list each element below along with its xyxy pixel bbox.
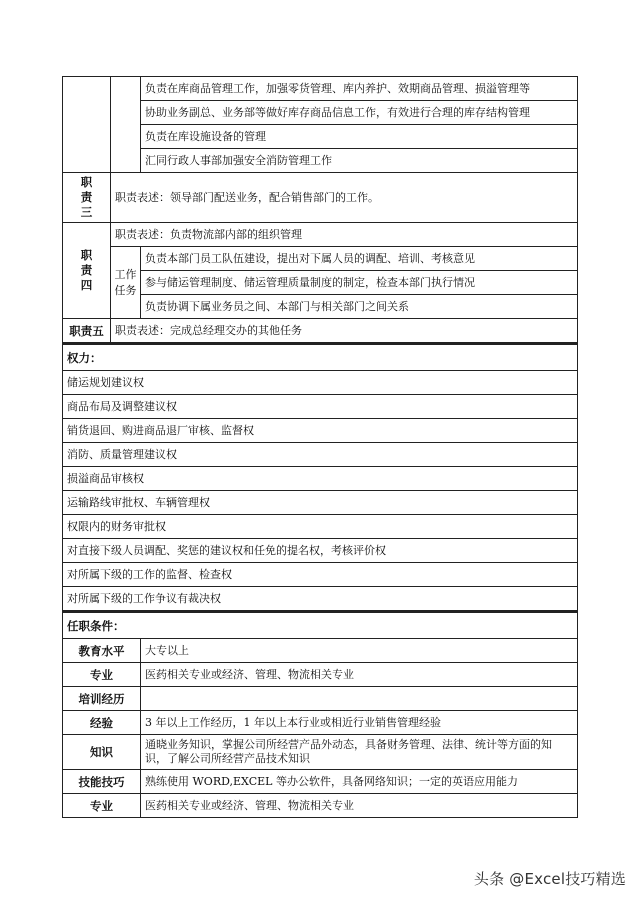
power-item: 商品布局及调整建议权 bbox=[63, 395, 578, 419]
qual-value: 医药相关专业或经济、管理、物流相关专业 bbox=[141, 794, 578, 818]
qualifications-table bbox=[62, 611, 578, 818]
qual-label: 教育水平 bbox=[63, 639, 141, 663]
qual-label: 专业 bbox=[63, 663, 141, 687]
power-item: 储运规划建议权 bbox=[63, 371, 578, 395]
power-item: 损溢商品审核权 bbox=[63, 467, 578, 491]
power-item: 消防、质量管理建议权 bbox=[63, 443, 578, 467]
task-row: 参与储运管理制度、储运管理质量制度的制定，检查本部门执行情况 bbox=[141, 271, 578, 295]
qual-value: 3 年以上工作经历，1 年以上本行业或相近行业销售管理经验 bbox=[141, 711, 578, 735]
watermark-text: 头条 @Excel技巧精选 bbox=[473, 870, 626, 888]
qual-label: 专业 bbox=[63, 794, 141, 818]
duties-table bbox=[62, 76, 578, 343]
qual-value: 医药相关专业或经济、管理、物流相关专业 bbox=[141, 663, 578, 687]
power-item: 对所属下级的工作的监督、检查权 bbox=[63, 563, 578, 587]
qual-label: 培训经历 bbox=[63, 687, 141, 711]
duty-row: 负责在库设施设备的管理 bbox=[141, 125, 578, 149]
blank-task-cell bbox=[111, 77, 141, 173]
job-description-sheet bbox=[62, 76, 578, 818]
duty4-label: 职责四 bbox=[63, 223, 111, 319]
duty-row: 汇同行政人事部加强安全消防管理工作 bbox=[141, 149, 578, 173]
qual-value: 通晓业务知识，掌握公司所经营产品外动态，具备财务管理、法律、统计等方面的知识，了解公司所经营产品技术知识 bbox=[141, 735, 578, 770]
power-item: 运输路线审批权、车辆管理权 bbox=[63, 491, 578, 515]
duty-row: 负责在库商品管理工作，加强零货管理、库内养护、效期商品管理、损溢管理等 bbox=[141, 77, 578, 101]
qual-label: 知识 bbox=[63, 735, 141, 770]
qual-value bbox=[141, 687, 578, 711]
duty-row: 协助业务副总、业务部等做好库存商品信息工作，有效进行合理的库存结构管理 bbox=[141, 101, 578, 125]
duty3-label: 职责三 bbox=[63, 173, 111, 223]
qual-label: 经验 bbox=[63, 711, 141, 735]
power-item: 权限内的财务审批权 bbox=[63, 515, 578, 539]
task-row: 负责协调下属业务员之间、本部门与相关部门之间关系 bbox=[141, 295, 578, 319]
duty3-text: 职责表述：领导部门配送业务，配合销售部门的工作。 bbox=[111, 173, 578, 223]
powers-title: 权力： bbox=[63, 344, 578, 371]
blank-label-cell bbox=[63, 77, 111, 173]
qual-value: 熟练使用 WORD,EXCEL 等办公软件，具备网络知识；一定的英语应用能力 bbox=[141, 770, 578, 794]
qual-value: 大专以上 bbox=[141, 639, 578, 663]
duty5-label: 职责五 bbox=[63, 319, 111, 343]
task-row: 负责本部门员工队伍建设，提出对下属人员的调配、培训、考核意见 bbox=[141, 247, 578, 271]
power-item: 对所属下级的工作争议有裁决权 bbox=[63, 587, 578, 611]
qual-label: 技能技巧 bbox=[63, 770, 141, 794]
power-item: 销货退回、购进商品退厂审核、监督权 bbox=[63, 419, 578, 443]
watermark bbox=[474, 868, 626, 889]
power-item: 对直接下级人员调配、奖惩的建议权和任免的提名权，考核评价权 bbox=[63, 539, 578, 563]
duty5-text: 职责表述：完成总经理交办的其他任务 bbox=[111, 319, 578, 343]
qualifications-title: 任职条件： bbox=[63, 612, 578, 639]
task-label: 工作任务 bbox=[111, 247, 141, 319]
powers-table bbox=[62, 343, 578, 611]
duty4-desc: 职责表述：负责物流部内部的组织管理 bbox=[111, 223, 578, 247]
